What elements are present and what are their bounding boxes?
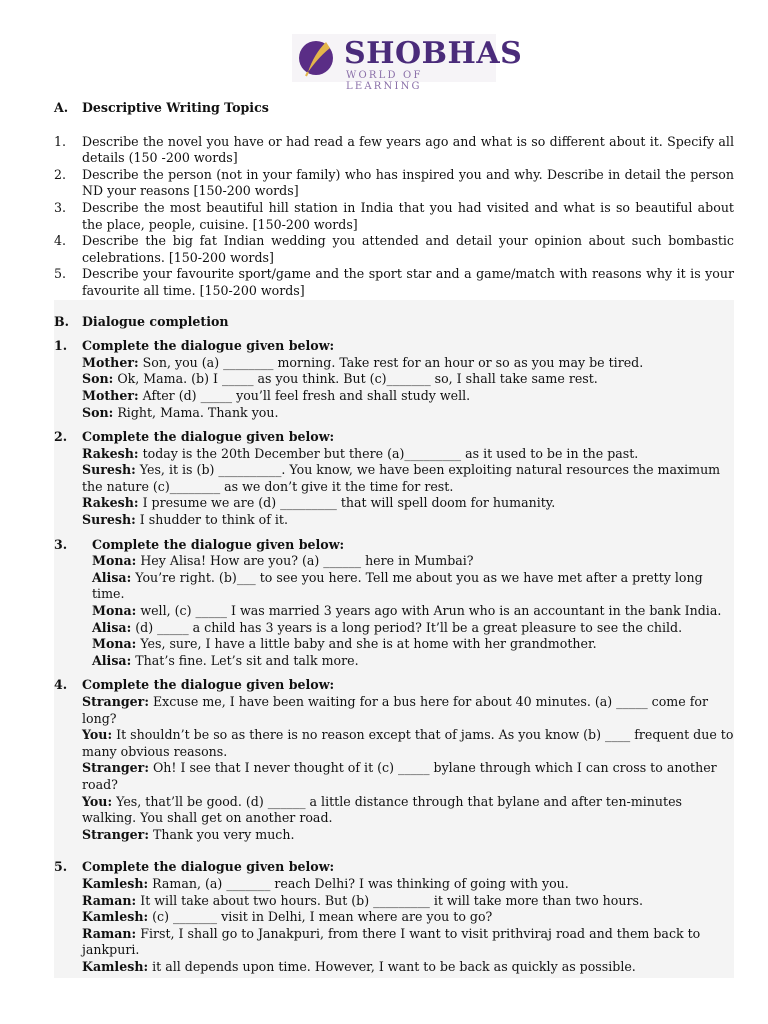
line-text: Raman, (a) _______ reach Delhi? I was thinking of going with you.	[148, 875, 569, 891]
line-text: Ok, Mama. (b) I _____ as you think. But (c)_______ so, I shall take same rest.	[113, 371, 598, 387]
speaker: Kamlesh:	[82, 958, 149, 974]
dialogue-line	[82, 909, 734, 926]
line-text: I presume we are (d) _________ that will spell doom for humanity.	[138, 495, 556, 511]
list-item	[54, 167, 734, 200]
dialogue-heading: Complete the dialogue given below:	[82, 677, 335, 693]
dialogue-line	[82, 926, 734, 959]
dialogue-line	[82, 876, 734, 893]
line-text: You’re right. (b)___ to see you here. Tell me about you as we have met after a pretty long time.	[92, 569, 703, 602]
speaker: Mona:	[92, 636, 137, 652]
item-number: 2.	[54, 166, 67, 182]
speaker: Alisa:	[92, 652, 132, 668]
speaker: Mother:	[82, 354, 139, 370]
line-text: I shudder to think of it.	[135, 512, 288, 528]
dialogue-line	[82, 827, 734, 844]
brand-tagline: WORLD OF LEARNING	[346, 70, 423, 92]
item-text: Describe the big fat Indian wedding you attended and detail your opinion about such bombastic celebrations. [150-200 words]	[82, 233, 734, 265]
dialogue-line	[82, 959, 734, 976]
speaker: Stranger:	[82, 826, 149, 842]
speaker: Rakesh:	[82, 445, 139, 461]
dialogue-line	[82, 794, 734, 827]
speaker: Stranger:	[82, 694, 149, 709]
dialogue-line	[82, 893, 734, 910]
quill-emblem-icon	[296, 36, 340, 80]
shobhas-logo	[292, 34, 523, 92]
dialogue-line	[82, 371, 734, 388]
dialogue-line	[92, 570, 734, 603]
dialogue-line	[82, 495, 734, 512]
section-b-marker: B.	[54, 313, 70, 329]
dialogue-number: 3.	[54, 536, 68, 552]
dialogue-number: 4.	[54, 677, 68, 693]
list-item	[54, 200, 734, 233]
section-a-title	[54, 100, 734, 117]
speaker: Kamlesh:	[82, 909, 149, 925]
line-text: Yes, that’ll be good. (d) ______ a little distance through that bylane and after ten-minutes walking. You shall get on another road.	[82, 793, 682, 826]
dialogue-heading: Complete the dialogue given below:	[82, 859, 335, 875]
line-text: (c) _______ visit in Delhi, I mean where are you to go?	[148, 909, 493, 925]
dialogue-heading: Complete the dialogue given below:	[92, 536, 345, 552]
dialogue-3	[54, 537, 734, 670]
item-number: 5.	[54, 266, 67, 282]
line-text: Hey Alisa! How are you? (a) ______ here in Mumbai?	[136, 553, 474, 569]
speaker: Mother:	[82, 387, 139, 403]
section-b-heading: Dialogue completion	[82, 313, 229, 329]
speaker: Son:	[82, 371, 114, 387]
item-number: 3.	[54, 199, 67, 215]
brand-name: SHOBHAS	[344, 36, 523, 71]
spacer	[54, 843, 734, 859]
dialogue-heading: Complete the dialogue given below:	[82, 338, 335, 354]
line-text: today is the 20th December but there (a)_________ as it used to be in the past.	[138, 445, 639, 461]
speaker: Raman:	[82, 925, 137, 941]
dialogue-line	[92, 636, 734, 653]
dialogue-line	[82, 760, 734, 793]
list-item	[54, 134, 734, 167]
dialogue-line	[92, 620, 734, 637]
line-text: well, (c) _____ I was married 3 years ago with Arun who is an accountant in the bank India.	[136, 603, 722, 619]
item-text: Describe the most beautiful hill station in India that you had visited and what is so beautiful about the place, people, cuisine. [150-200 words]	[82, 199, 734, 232]
item-text: Describe the novel you have or had read a few years ago and what is so different about it. Specify all details (150 -200 words]	[82, 133, 734, 166]
line-text: Oh! I see that I never thought of it (c) _____ bylane through which I can cross to another road?	[82, 760, 717, 792]
list-item	[54, 233, 734, 266]
dialogue-line	[82, 355, 734, 372]
item-number: 4.	[54, 233, 67, 249]
speaker: Alisa:	[92, 619, 132, 635]
speaker: Suresh:	[82, 512, 136, 528]
line-text: First, I shall go to Janakpuri, from there I want to visit prithviraj road and them back to jankpuri.	[82, 925, 701, 958]
dialogue-number: 5.	[54, 859, 68, 875]
dialogue-line	[82, 388, 734, 405]
speaker: You:	[82, 727, 113, 743]
dialogue-4	[54, 677, 734, 843]
speaker: You:	[82, 793, 113, 809]
dialogue-line	[92, 553, 734, 570]
line-text: it all depends upon time. However, I want to be back as quickly as possible.	[148, 958, 636, 974]
dialogue-line	[82, 512, 734, 529]
dialogue-number: 2.	[54, 429, 68, 445]
line-text: After (d) _____ you’ll feel fresh and shall study well.	[138, 387, 471, 403]
dialogue-number: 1.	[54, 338, 68, 354]
dialogue-line	[82, 462, 734, 495]
speaker: Alisa:	[92, 569, 132, 585]
section-a-heading: Descriptive Writing Topics	[82, 100, 269, 115]
speaker: Kamlesh:	[82, 875, 149, 891]
item-text: Describe the person (not in your family) who has inspired you and why. Describe in detail the person ND your reasons [150-200 words]	[82, 166, 734, 199]
speaker: Mona:	[92, 553, 137, 569]
dialogue-line	[82, 727, 734, 760]
speaker: Stranger:	[82, 760, 149, 776]
line-text: It will take about two hours. But (b) _________ it will take more than two hours.	[136, 892, 643, 908]
line-text: Yes, sure, I have a little baby and she is at home with her grandmother.	[136, 636, 597, 652]
dialogue-line	[92, 603, 734, 620]
item-text: Describe your favourite sport/game and the sport star and a game/match with reasons why it is your favourite all time. [150-200 words]	[82, 266, 734, 298]
line-text: Excuse me, I have been waiting for a bus here for about 40 minutes. (a) _____ come for long?	[82, 694, 708, 726]
worksheet	[54, 100, 734, 978]
speaker: Raman:	[82, 892, 137, 908]
dialogue-1	[54, 338, 734, 421]
section-a-list	[54, 134, 734, 300]
section-b-title	[54, 314, 734, 331]
dialogue-2	[54, 429, 734, 529]
speaker: Suresh:	[82, 462, 136, 478]
line-text: Yes, it is (b) __________. You know, we have been exploiting natural resources the maximum the nature (c)________ as we don’t give it the time for rest.	[82, 462, 721, 494]
section-b	[54, 300, 734, 978]
dialogue-line	[82, 694, 734, 727]
line-text: That’s fine. Let’s sit and talk more.	[131, 652, 359, 668]
dialogue-5	[54, 859, 734, 975]
section-a-marker: A.	[54, 100, 69, 115]
dialogue-line	[92, 653, 734, 670]
line-text: (d) _____ a child has 3 years is a long period? It’ll be a great pleasure to see the child.	[131, 619, 683, 635]
line-text: Thank you very much.	[148, 826, 295, 842]
speaker: Mona:	[92, 603, 137, 619]
dialogue-line	[82, 446, 734, 463]
list-item	[54, 266, 734, 299]
line-text: Right, Mama. Thank you.	[113, 404, 279, 420]
item-number: 1.	[54, 133, 67, 149]
speaker: Son:	[82, 404, 114, 420]
line-text: Son, you (a) ________ morning. Take rest for an hour or so as you may be tired.	[138, 354, 644, 370]
line-text: It shouldn’t be so as there is no reason except that of jams. As you know (b) ____ frequent due to many obvious reasons.	[82, 727, 734, 759]
dialogue-line	[82, 405, 734, 422]
dialogue-heading: Complete the dialogue given below:	[82, 429, 335, 445]
speaker: Rakesh:	[82, 495, 139, 511]
